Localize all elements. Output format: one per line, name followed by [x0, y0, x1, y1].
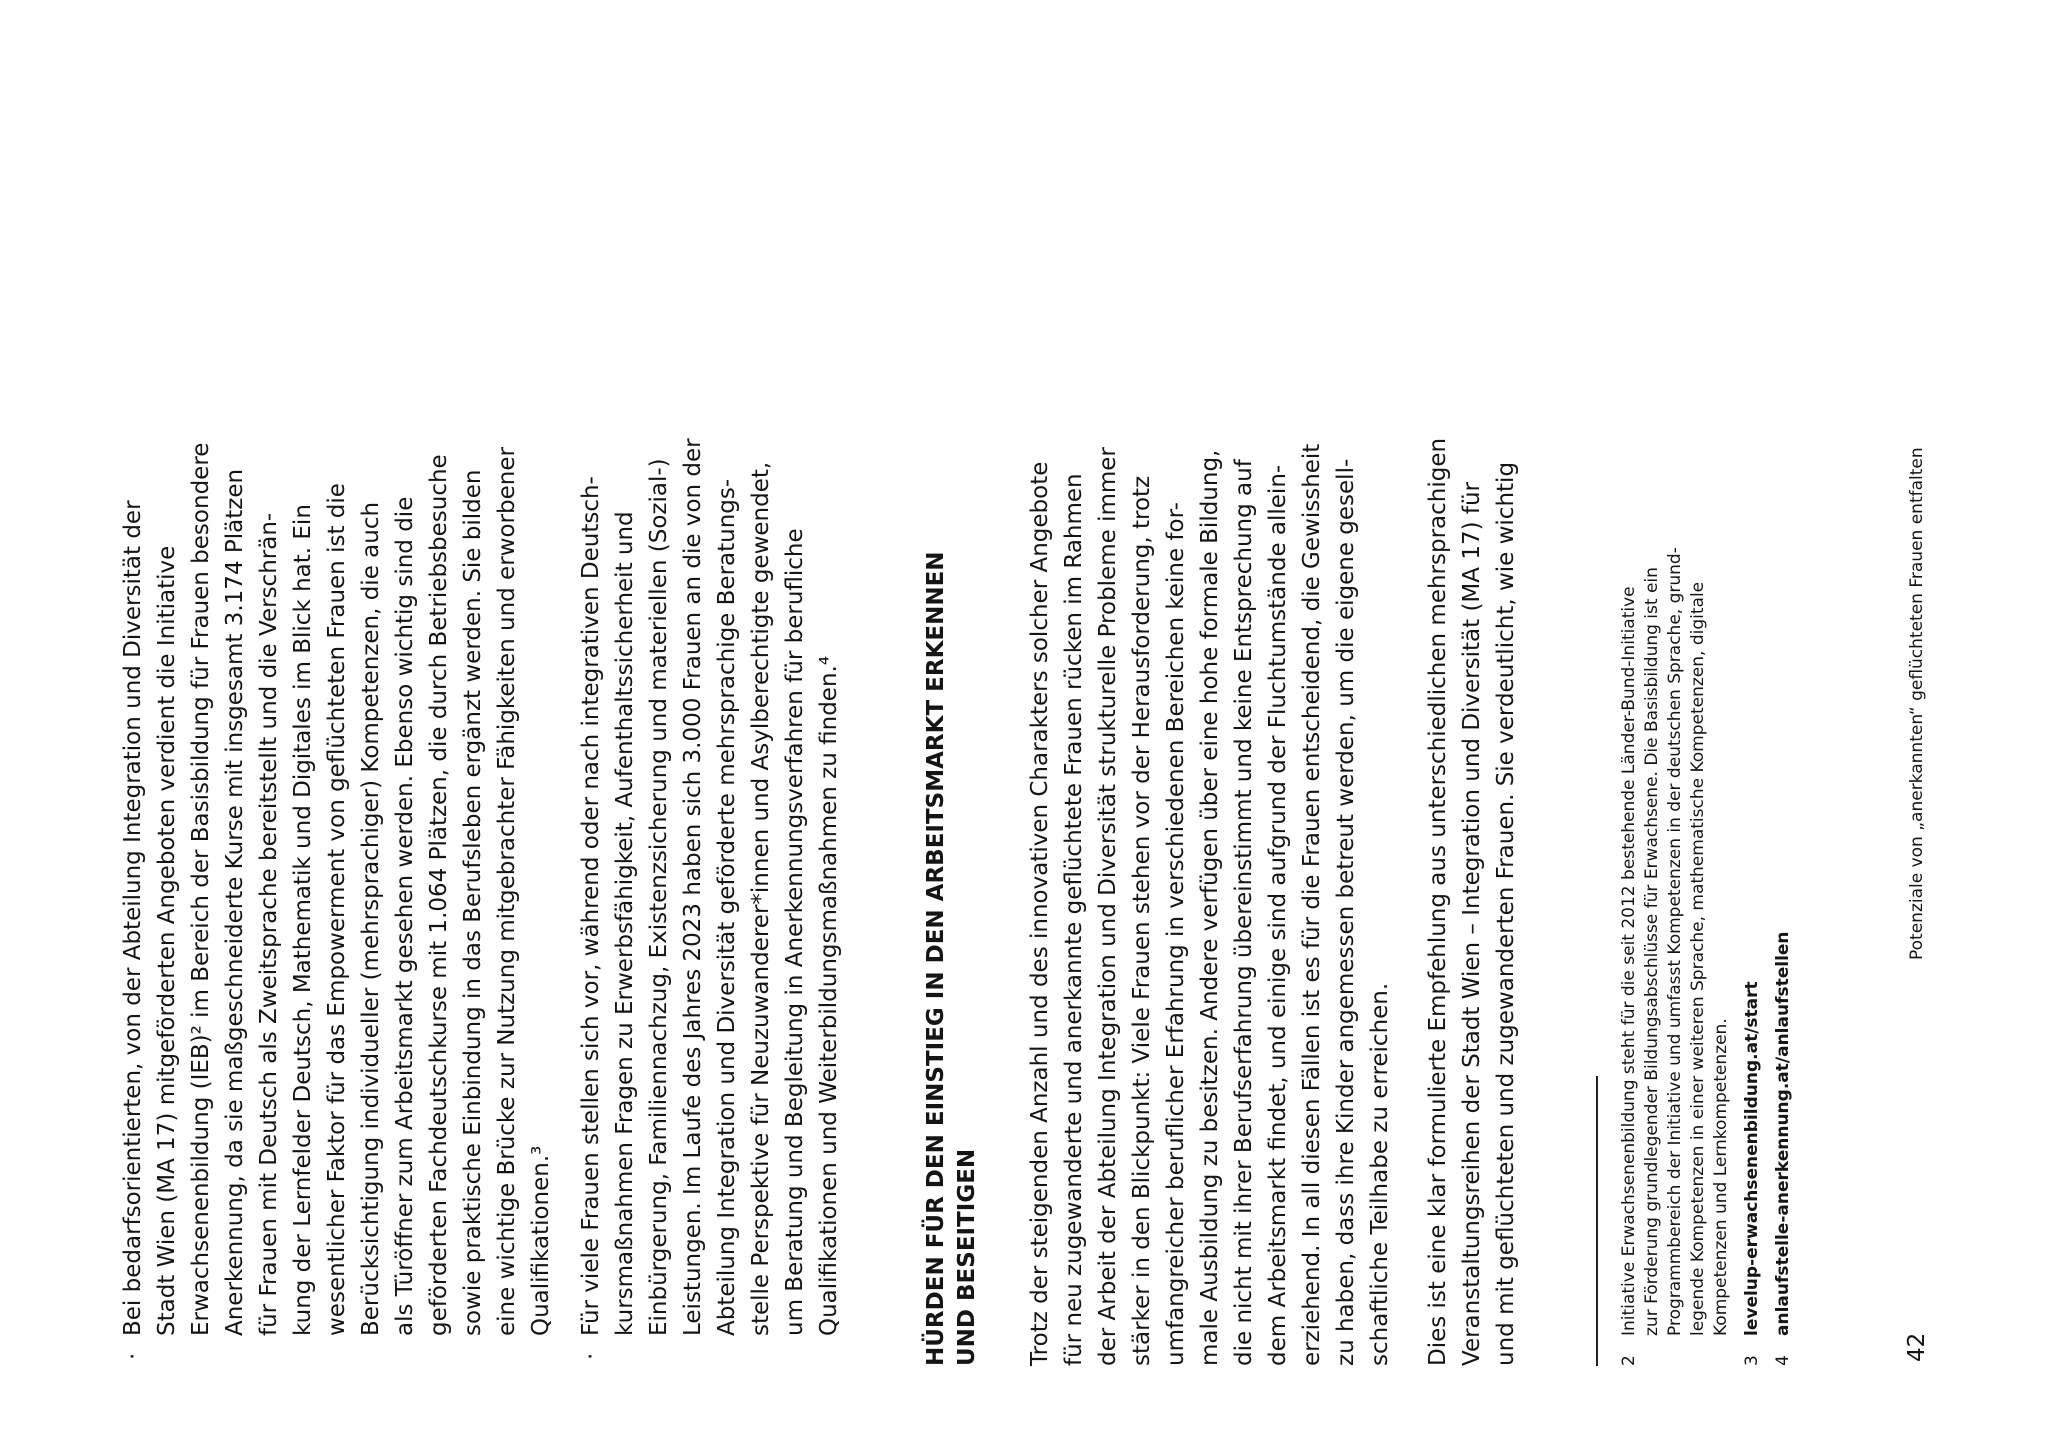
footnote-3 [1741, 66, 1764, 1366]
footnote-4 [1772, 66, 1795, 1366]
bullet-text: Bei bedarfsorientierten, von der Abteilung Integration und Diversität der Stadt Wien (MA 17) mitgeförderten Angeboten verdient die Initiative Erwachsenenbildung (IEB)² im Bereich der Basisbildung für Frauen besondere Anerkennung, da sie maßgeschneiderte Kurse mit insgesamt 3.174 Plätzen für Frauen mit Deutsch als Zweitsprache bereitstellt und die Verschrän- kung der Lernfelder Deutsch, Mathematik und Digitales im Blick hat. Ein wesentlicher Faktor für das Empowerment von geflüchteten Frauen ist die Berücksichtigung individueller (mehrsprachiger) Kompetenzen, die auch als Türöffner zum Arbeitsmarkt gesehen werden. Ebenso wichtig sind die geförderten Fachdeutschkurse mit 1.064 Plätzen, die durch Betriebsbesuche sowie praktische Einbindung in das Berufsleben ergänzt werden. Sie bilden eine wichtige Brücke zur Nutzung mitgebrachter Fähigkeiten und erworbener Qualifikationen.³ [120, 442, 554, 1336]
footnotes [1618, 66, 1803, 1366]
body-paragraph [1421, 86, 1523, 1366]
section-heading: HÜRDEN FÜR DEN EINSTIEG IN DEN ARBEITSMARKT ERKENNEN UND BESEITIGEN [923, 551, 980, 1366]
footnote-link[interactable]: anlaufstelle-anerkennung.at/anlaufstellen [1773, 931, 1793, 1336]
bullet-item-beratung [574, 116, 846, 1360]
bullet-marker: · [120, 1352, 146, 1360]
bullet-marker: · [578, 1352, 604, 1360]
footnote-number: 2 [1619, 1355, 1639, 1366]
bullet-item-ieb [116, 116, 558, 1360]
body-paragraph [1023, 86, 1397, 1366]
running-footer-title: Potenziale von „anerkannten“ geflüchteten Frauen entfalten [1907, 447, 1927, 960]
footnote-number: 4 [1773, 1355, 1793, 1366]
footnote-text: Initiative Erwachsenenbildung steht für die seit 2012 bestehende Länder-Bund-Initiative zur Förderung grundlegender Bildungsabschlüsse für Erwachsene. Die Basisbildung ist ein Programmbereich der Initiative und umfasst Kompetenzen in der deutschen Sprache, grund- legende Kompetenzen in einer weiteren Sprache, mathematische Kompetenzen, digitale Kompetenzen und Lernkompetenzen. [1619, 547, 1731, 1336]
footnote-number: 3 [1742, 1355, 1762, 1366]
paragraph-text: Dies ist eine klar formulierte Empfehlung aus unterschiedlichen mehrsprachigen Veranstaltungsreihen der Stadt Wien – Integration und Diversität (MA 17) für und mit geflüchteten und zugewanderten Frauen. Sie verdeutlicht, wie wichtig [1425, 437, 1519, 1366]
footnote-link[interactable]: levelup-erwachsenenbildung.at/start [1742, 981, 1762, 1336]
paragraph-text: Trotz der steigenden Anzahl und des innovativen Charakters solcher Angebote für neu zugewanderte und anerkannte geflüchtete Frauen rücken im Rahmen der Arbeit der Abteilung Integration und Diversität strukturelle Probleme immer stärker in den Blickpunkt: Viele Frauen stehen vor der Herausforderung, trotz umfangreicher beruflicher Erfahrung in verschiedenen Bereichen keine for- male Ausbildung zu besitzen. Andere verfügen über eine hohe formale Bildung, die nicht mit ihrer Berufserfahrung übereinstimmt und keine Entsprechung auf dem Arbeitsmarkt findet, und einige sind aufgrund der Fluchtumstände allein- erziehend. In all diesen Fällen ist es für die Frauen entscheidend, die Gewissheit zu haben, dass ihre Kinder angemessen betreut werden, um die eigene gesell- schaftliche Teilhabe zu erreichen. [1027, 443, 1393, 1366]
page-number: 42 [1904, 1332, 1930, 1362]
footnote-2 [1618, 66, 1733, 1366]
bullet-text: Für viele Frauen stellen sich vor, während oder nach integrativen Deutsch- kursmaßnahmen Fragen zu Erwerbsfähigkeit, Aufenthaltssicherheit und Einbürgerung, Familiennachzug, Existenzsicherung und materiellen (Sozial-) Leistungen. Im Laufe des Jahres 2023 haben sich 3.000 Frauen an die von der Abteilung Integration und Diversität geförderte mehrsprachige Beratungs- stelle Perspektive für Neuzuwanderer*innen und Asylberechtigte gewendet, um Beratung und Begleitung in Anerkennungsverfahren für berufliche Qualifikationen und Weiterbildungsmaßnahmen zu finden.⁴ [578, 438, 842, 1336]
footnote-divider [1596, 1076, 1598, 1366]
